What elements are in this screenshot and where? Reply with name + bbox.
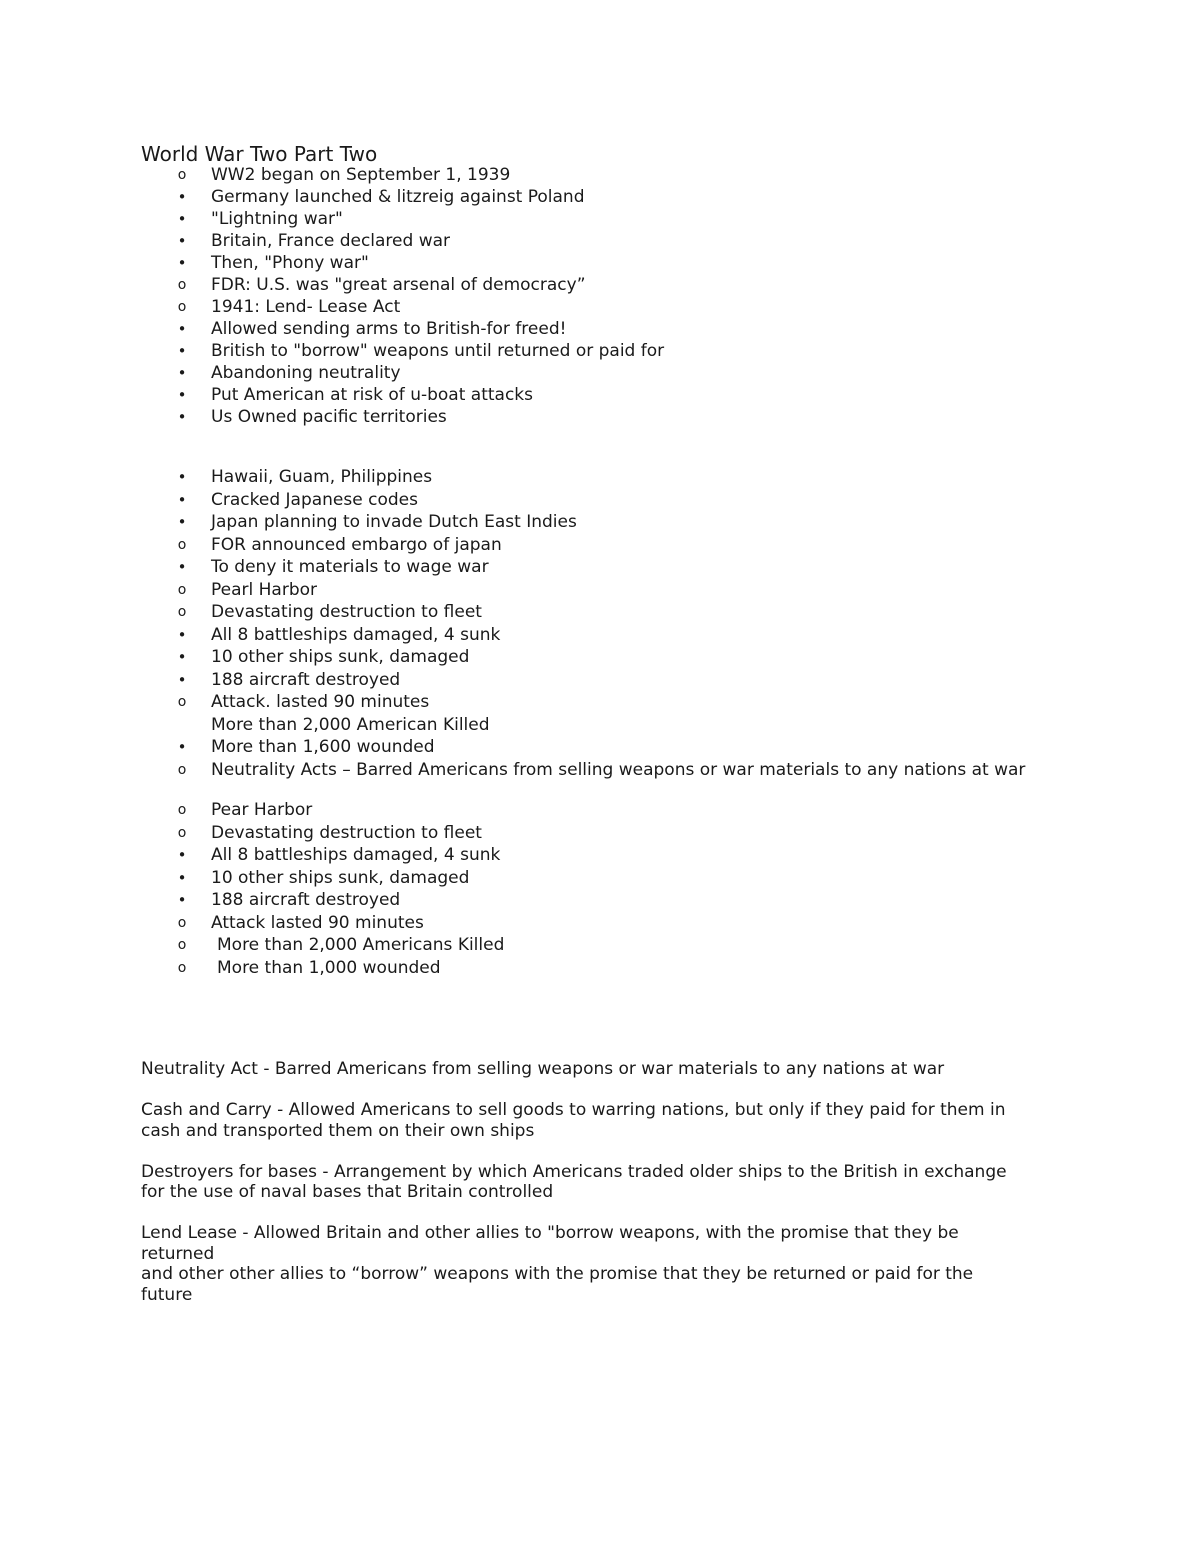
list-item bbox=[0, 340, 1200, 362]
notes-list-one bbox=[0, 164, 1200, 428]
bullet-icon: • bbox=[177, 648, 187, 666]
circle-bullet-icon: o bbox=[177, 167, 187, 183]
circle-bullet-icon: o bbox=[177, 761, 187, 778]
list-item-text: Attack. lasted 90 minutes bbox=[211, 692, 430, 712]
bullet-icon: • bbox=[177, 670, 187, 689]
definition-line: Destroyers for bases - Arrangement by which Americans traded older ships to the British in exchange bbox=[141, 1161, 1007, 1182]
list-item-text: "Lightning war" bbox=[211, 209, 343, 229]
list-item-text: Put American at risk of u-boat attacks bbox=[211, 385, 533, 405]
list-item-text: Then, "Phony war" bbox=[211, 253, 369, 273]
list-item bbox=[0, 274, 1200, 296]
bullet-icon: • bbox=[177, 738, 187, 756]
list-item bbox=[0, 579, 1200, 602]
list-item-text: British to "borrow" weapons until returned or paid for bbox=[211, 341, 665, 361]
list-item-text: Allowed sending arms to British-for freed! bbox=[211, 319, 567, 339]
list-item bbox=[0, 844, 1200, 867]
bullet-icon: • bbox=[177, 232, 187, 250]
list-item-text: Britain, France declared war bbox=[211, 231, 451, 251]
list-item bbox=[0, 164, 1200, 186]
list-item bbox=[0, 556, 1200, 579]
list-item-text: Japan planning to invade Dutch East Indies bbox=[211, 512, 577, 532]
list-item-text: Pearl Harbor bbox=[211, 579, 318, 600]
notes-list-three bbox=[0, 799, 1200, 979]
bullet-icon: • bbox=[177, 846, 187, 864]
list-item-text: FOR announced embargo of japan bbox=[211, 534, 502, 555]
circle-bullet-icon: o bbox=[177, 604, 187, 620]
list-item-text: All 8 battleships damaged, 4 sunk bbox=[211, 624, 501, 645]
circle-bullet-icon: o bbox=[177, 937, 187, 953]
list-item bbox=[0, 714, 1200, 737]
list-item bbox=[0, 230, 1200, 252]
bullet-icon: • bbox=[177, 254, 187, 272]
bullet-icon: • bbox=[177, 468, 187, 486]
circle-bullet-icon: o bbox=[177, 914, 187, 931]
list-item-text: More than 1,000 wounded bbox=[217, 957, 441, 978]
definition-paragraph bbox=[141, 1223, 1061, 1305]
definition-line: future bbox=[141, 1284, 193, 1305]
list-item-text: Abandoning neutrality bbox=[211, 363, 401, 383]
list-item-text: Devastating destruction to fleet bbox=[211, 822, 482, 843]
bullet-icon: • bbox=[177, 210, 187, 228]
circle-bullet-icon: o bbox=[177, 959, 187, 976]
definition-line: for the use of naval bases that Britain controlled bbox=[141, 1182, 554, 1202]
list-item-text: More than 2,000 Americans Killed bbox=[217, 935, 505, 955]
list-item-text: All 8 battleships damaged, 4 sunk bbox=[211, 845, 501, 865]
list-item bbox=[0, 624, 1200, 647]
list-item bbox=[0, 759, 1200, 782]
list-item bbox=[0, 889, 1200, 912]
definition-line: Lend Lease - Allowed Britain and other allies to "borrow weapons, with the promise that they be bbox=[141, 1223, 959, 1243]
bullet-icon: • bbox=[177, 188, 187, 206]
list-item-text: Cracked Japanese codes bbox=[211, 489, 418, 510]
bullet-icon: • bbox=[177, 558, 187, 576]
circle-bullet-icon: o bbox=[177, 581, 187, 598]
list-item bbox=[0, 318, 1200, 340]
list-item bbox=[0, 691, 1200, 714]
list-item bbox=[0, 406, 1200, 428]
list-item-text: 10 other ships sunk, damaged bbox=[211, 867, 470, 888]
list-item-text: Hawaii, Guam, Philippines bbox=[211, 467, 433, 487]
list-item-text: Attack lasted 90 minutes bbox=[211, 912, 424, 933]
list-item-text: 188 aircraft destroyed bbox=[211, 669, 401, 690]
list-item-text: Germany launched & litzreig against Poland bbox=[211, 187, 585, 207]
list-item-text: WW2 began on September 1, 1939 bbox=[211, 165, 511, 185]
notes-list-two bbox=[0, 466, 1200, 781]
list-item bbox=[0, 957, 1200, 980]
list-item bbox=[0, 646, 1200, 669]
list-item bbox=[0, 511, 1200, 534]
list-item-text: 1941: Lend- Lease Act bbox=[211, 297, 401, 317]
list-item-text: Us Owned pacific territories bbox=[211, 407, 447, 427]
bullet-icon: • bbox=[177, 342, 187, 360]
list-item bbox=[0, 736, 1200, 759]
list-item bbox=[0, 296, 1200, 318]
list-item-text: More than 2,000 American Killed bbox=[211, 714, 490, 735]
bullet-icon: • bbox=[177, 625, 187, 644]
bullet-icon: • bbox=[177, 490, 187, 509]
definition-line: and other other allies to “borrow” weapons with the promise that they be returned or paid for the bbox=[141, 1264, 974, 1284]
list-item bbox=[0, 466, 1200, 489]
circle-bullet-icon: o bbox=[177, 277, 187, 293]
bullet-icon: • bbox=[177, 408, 187, 426]
definition-line: Cash and Carry - Allowed Americans to sell goods to warring nations, but only if they paid for them in bbox=[141, 1100, 1006, 1120]
list-item-text: More than 1,600 wounded bbox=[211, 737, 435, 757]
bullet-icon: • bbox=[177, 364, 187, 382]
page-title: World War Two Part Two bbox=[141, 142, 378, 166]
circle-bullet-icon: o bbox=[177, 824, 187, 841]
definition-paragraph bbox=[141, 1100, 1061, 1141]
list-item bbox=[0, 601, 1200, 624]
list-item-text: To deny it materials to wage war bbox=[211, 557, 489, 577]
list-item bbox=[0, 669, 1200, 692]
bullet-icon: • bbox=[177, 386, 187, 404]
definition-paragraph bbox=[141, 1162, 1061, 1203]
list-item-text: 188 aircraft destroyed bbox=[211, 890, 401, 910]
bullet-icon: • bbox=[177, 320, 187, 338]
bullet-icon: • bbox=[177, 891, 187, 909]
bullet-icon: • bbox=[177, 868, 187, 887]
list-item bbox=[0, 534, 1200, 557]
list-item bbox=[0, 252, 1200, 274]
bullet-icon: • bbox=[177, 513, 187, 531]
circle-bullet-icon: o bbox=[177, 694, 187, 710]
list-item bbox=[0, 208, 1200, 230]
list-item bbox=[0, 912, 1200, 935]
circle-bullet-icon: o bbox=[177, 802, 187, 818]
definitions-section bbox=[141, 1059, 1061, 1326]
definition-line: returned bbox=[141, 1243, 215, 1264]
list-item bbox=[0, 489, 1200, 512]
list-item-text: Pear Harbor bbox=[211, 800, 313, 820]
list-item bbox=[0, 384, 1200, 406]
definition-paragraph bbox=[141, 1059, 1061, 1080]
list-item bbox=[0, 934, 1200, 957]
definition-line: Neutrality Act - Barred Americans from selling weapons or war materials to any nations at war bbox=[141, 1059, 945, 1079]
circle-bullet-icon: o bbox=[177, 299, 187, 315]
list-item bbox=[0, 799, 1200, 822]
list-item bbox=[0, 362, 1200, 384]
list-item-text: Devastating destruction to fleet bbox=[211, 602, 482, 622]
list-item bbox=[0, 186, 1200, 208]
list-item-text: FDR: U.S. was "great arsenal of democracy” bbox=[211, 275, 586, 295]
list-item-text: Neutrality Acts – Barred Americans from selling weapons or war materials to any nations at war bbox=[211, 759, 1026, 780]
list-item bbox=[0, 822, 1200, 845]
list-item bbox=[0, 867, 1200, 890]
list-item-text: 10 other ships sunk, damaged bbox=[211, 647, 470, 667]
circle-bullet-icon: o bbox=[177, 536, 187, 553]
definition-line: cash and transported them on their own ships bbox=[141, 1120, 535, 1141]
